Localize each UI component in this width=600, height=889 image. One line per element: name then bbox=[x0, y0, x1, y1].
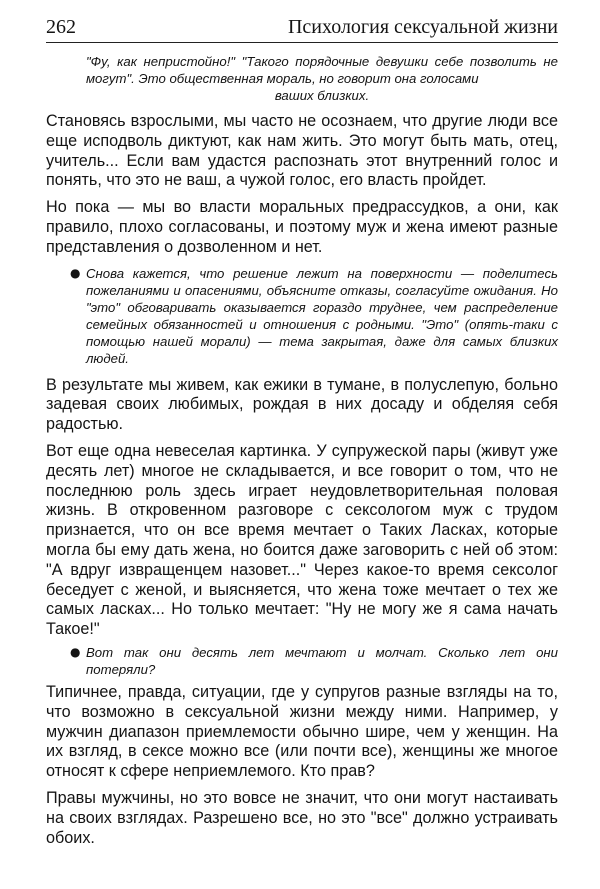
page-header bbox=[46, 14, 558, 42]
header-rule bbox=[46, 42, 558, 43]
bullet-icon: ● bbox=[70, 265, 81, 280]
intro-note-tail: ваших близких. bbox=[274, 88, 370, 103]
bullet-note-2 bbox=[46, 644, 558, 678]
bullet-note-1 bbox=[46, 265, 558, 367]
paragraph-3: В результате мы живем, как ежики в тумане, в полуслепую, больно задевая своих любимых, рождая в них досаду и обделяя себя радостью. bbox=[46, 375, 558, 434]
paragraph-1: Становясь взрослыми, мы часто не осознаем, что другие люди все еще исподволь диктуют, как нам жить. Это могут быть мать, отец, учитель... Если вам удастся распознать этот внутренний голос и понять, что это не ваш, а чужой голос, его власть пройдет. bbox=[46, 112, 558, 190]
book-page bbox=[46, 14, 558, 855]
bullet-note-2-text: Вот так они десять лет мечтают и молчат. Сколько лет они потеряли? bbox=[86, 644, 558, 677]
page-number: 262 bbox=[46, 16, 76, 38]
bullet-note-1-text: Снова кажется, что решение лежит на поверхности — поделитесь пожеланиями и опасениями, объясните отказы, согласуйте ожидания. Но "это" обговаривать оказывается гораздо труднее, чем распределение семейных обязанностей и отношения с родными. "Это" (опять-таки с помощью нашей морали) — тема закрытая, даже для самых близких людей. bbox=[86, 265, 558, 366]
paragraph-5: Типичнее, правда, ситуации, где у супругов разные взгляды на то, что возможно в сексуальной жизни между ними. Например, у мужчин диапазон приемлемости обычно шире, чем у женщин. На их взгляд, в сексе можно все (или почти все), женщины же многое относят к сфере неприемлемого. Кто прав? bbox=[46, 682, 558, 781]
paragraph-4: Вот еще одна невеселая картинка. У супружеской пары (живут уже десять лет) многое не складывается, и все говорит о том, что не последнюю роль здесь играет неудовлетворительная половая жизнь. В откровенном разговоре с сексологом муж с трудом признается, что он все время мечтает о Таких Ласках, которые могла бы ему дать жена, но боится даже заговорить с ней об этом: "А вдруг извращенцем назовет..." Через какое-то время сексолог беседует с женой, и выясняется, что жена тоже мечтает о тех же самых ласках... Но только мечтает: "Ну не могу же я сама начать Такое!" bbox=[46, 441, 558, 639]
intro-note bbox=[46, 53, 558, 104]
intro-note-text: "Фу, как непристойно!" "Такого порядочные девушки себе позволить не могут". Это общественная мораль, но говорит она голосами bbox=[86, 54, 558, 86]
paragraph-6: Правы мужчины, но это вовсе не значит, что они могут настаивать на своих взглядах. Разрешено все, но это "все" должно устраивать обоих. bbox=[46, 788, 558, 847]
running-title: Психология сексуальной жизни bbox=[287, 16, 558, 38]
paragraph-2: Но пока — мы во власти моральных предрассудков, а они, как правило, плохо согласованы, и поэтому муж и жена имеют разные представления о дозволенном и нет. bbox=[46, 198, 558, 256]
bullet-icon: ● bbox=[70, 644, 81, 659]
